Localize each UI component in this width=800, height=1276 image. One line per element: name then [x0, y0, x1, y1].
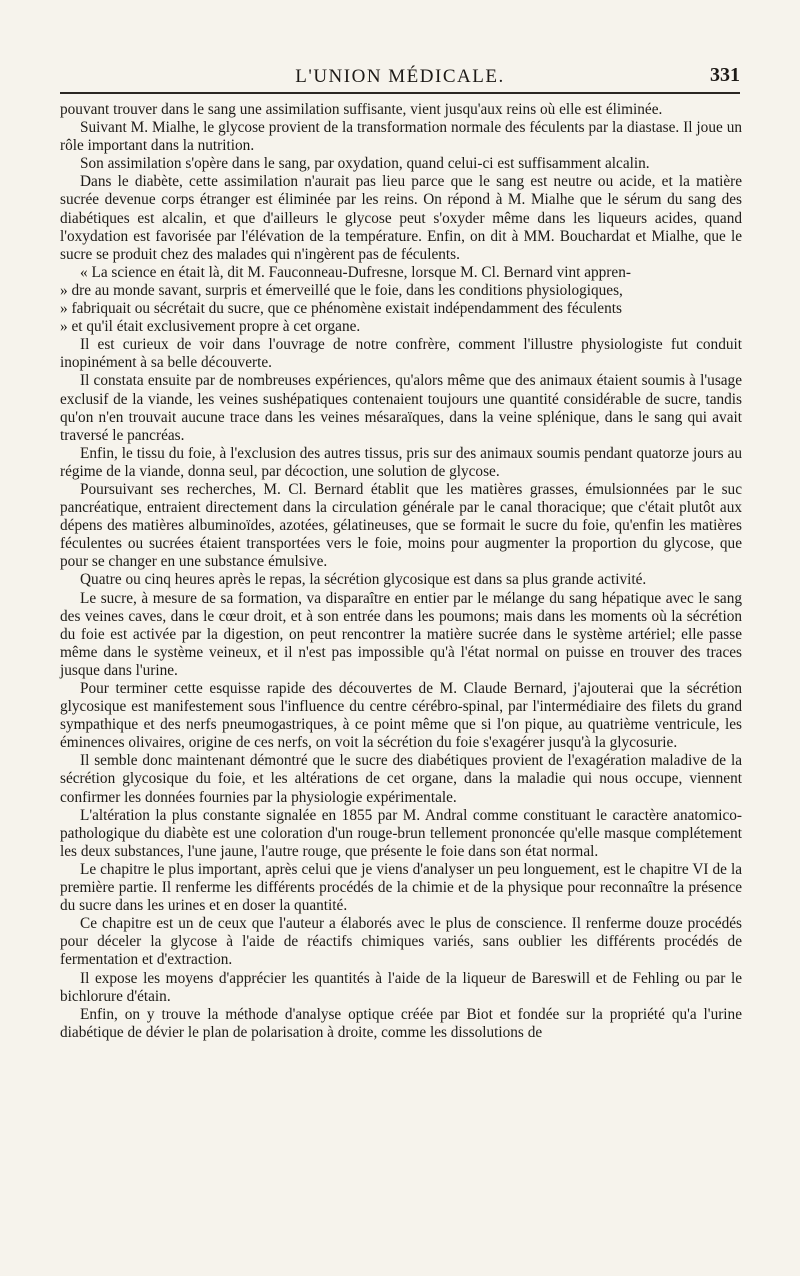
paragraph: Quatre ou cinq heures après le repas, la sécrétion glycosique est dans sa plus grande activité. [80, 571, 647, 589]
paragraph: L'altération la plus constante signalée en 1855 par M. Andral comme constituant le caractère anatomico-pathologique du diabète est une coloration d'un rouge-brun tellement prononcée qu'elle masque complétement les deux substances, l'une jaune, l'autre rouge, que présente le foie dans son état normal. [60, 806, 742, 860]
quote-line: » et qu'il était exclusivement propre à cet organe. [60, 318, 361, 336]
paragraph: pouvant trouver dans le sang une assimilation suffisante, vient jusqu'aux reins où elle est éliminée. [60, 101, 663, 118]
page-header [60, 62, 740, 94]
quotation [60, 264, 742, 336]
paragraph: Le sucre, à mesure de sa formation, va disparaître en entier par le mélange du sang hépatique avec le sang des veines caves, dans le cœur droit, et à son entrée dans les poumons; mais dans les moments où la sécrétion du foie est activée par la digestion, on peut rencontrer la matière sucrée dans le système artériel; elle passe même dans le système veineux, et il n'est pas impossible qu'à l'état normal on puisse en trouver des traces jusque dans l'urine. [60, 589, 742, 679]
paragraph: Enfin, le tissu du foie, à l'exclusion des autres tissus, pris sur des animaux soumis pendant quatorze jours au régime de la viande, donna seul, par décoction, une solution de glycose. [60, 444, 742, 480]
paragraph: Pour terminer cette esquisse rapide des découvertes de M. Claude Bernard, j'ajouterai que la sécrétion glycosique est manifestement sous l'influence du centre cérébro-spinal, par l'intermédiaire des filets du grand sympathique et des nerfs pneumogastriques, à ce point même que si l'on pique, au quatrième ventricule, les éminences olivaires, origine de ces nerfs, on voit la sécrétion du foie s'exagérer jusqu'à la glycosurie. [60, 680, 742, 752]
paragraph: Le chapitre le plus important, après celui que je viens d'analyser un peu longuement, est le chapitre VI de la première partie. Il renferme les différents procédés de la chimie et de la physique pour reconnaître la présence du sucre dans les urines et en doser la quantité. [60, 860, 742, 915]
paragraph: Dans le diabète, cette assimilation n'aurait pas lieu parce que le sang est neutre ou acide, et la matière sucrée devenue corps étranger est éliminée par les reins. On répond à M. Mialhe que le sérum du sang des diabétiques est alcalin, et que d'ailleurs le glycose peut s'oxyder même dans les liqueurs acides, quand l'oxydation est favorisée par l'élévation de la température. Enfin, on dit à MM. Bouchardat et Mialhe, que le sucre se produit chez des malades qui n'ingèrent pas de féculents. [60, 173, 742, 263]
paragraph: Il semble donc maintenant démontré que le sucre des diabétiques provient de l'exagération maladive de la sécrétion glycosique du foie, et les altérations de cet organe, dans la maladie qui nous occupe, viennent confirmer les données fournies par la physiologie expérimentale. [60, 752, 742, 806]
body-text [60, 101, 742, 1042]
paragraph: Il expose les moyens d'apprécier les quantités à l'aide de la liqueur de Bareswill et de Fehling ou par le bichlorure d'étain. [60, 969, 742, 1005]
page-number: 331 [710, 64, 740, 86]
paragraph: Enfin, on y trouve la méthode d'analyse optique créée par Biot et fondée sur la propriété qu'a l'urine diabétique de dévier le plan de polarisation à droite, comme les dissolutions de [60, 1005, 742, 1041]
paragraph: Poursuivant ses recherches, M. Cl. Bernard établit que les matières grasses, émulsionnées par le suc pancréatique, entraient directement dans la circulation générale par le canal thoracique; que c'était plutôt aux dépens des matières albuminoïdes, azotées, gélatineuses, que se formait le sucre du foie, qu'enfin les matières féculentes ou sucrées étaient transportées vers le foie, moins pour augmenter la proportion du glycose, que pour se changer en une substance émulsive. [60, 480, 742, 571]
paragraph: Ce chapitre est un de ceux que l'auteur a élaborés avec le plus de conscience. Il renferme douze procédés pour déceler la glycose à l'aide de réactifs chimiques variés, sans oublier les différents procédés de fermentation et d'extraction. [60, 915, 742, 969]
paragraph: Il est curieux de voir dans l'ouvrage de notre confrère, comment l'illustre physiologiste fut conduit inopinément à sa belle découverte. [60, 336, 742, 372]
quote-line: » fabriquait ou sécrétait du sucre, que ce phénomène existait indépendamment des féculents [60, 300, 622, 318]
quote-line: « La science en était là, dit M. Fauconneau-Dufresne, lorsque M. Cl. Bernard vint appren- [80, 263, 631, 281]
paragraph: Son assimilation s'opère dans le sang, par oxydation, quand celui-ci est suffisamment alcalin. [80, 155, 650, 173]
quote-line: » dre au monde savant, surpris et émerveillé que le foie, dans les conditions physiologiques, [60, 281, 623, 299]
paragraph: Il constata ensuite par de nombreuses expériences, qu'alors même que des animaux étaient soumis à l'usage exclusif de la viande, les veines sushépatiques contenaient toujours une quantité considérable de sucre, tandis qu'on n'en trouvait aucune trace dans les veines mésaraïques, dans la veine splénique, dans le sang qui avait traversé le pancréas. [60, 372, 742, 444]
paragraph: Suivant M. Mialhe, le glycose provient de la transformation normale des féculents par la diastase. Il joue un rôle important dans la nutrition. [60, 119, 742, 155]
running-title: L'UNION MÉDICALE. [295, 66, 505, 87]
